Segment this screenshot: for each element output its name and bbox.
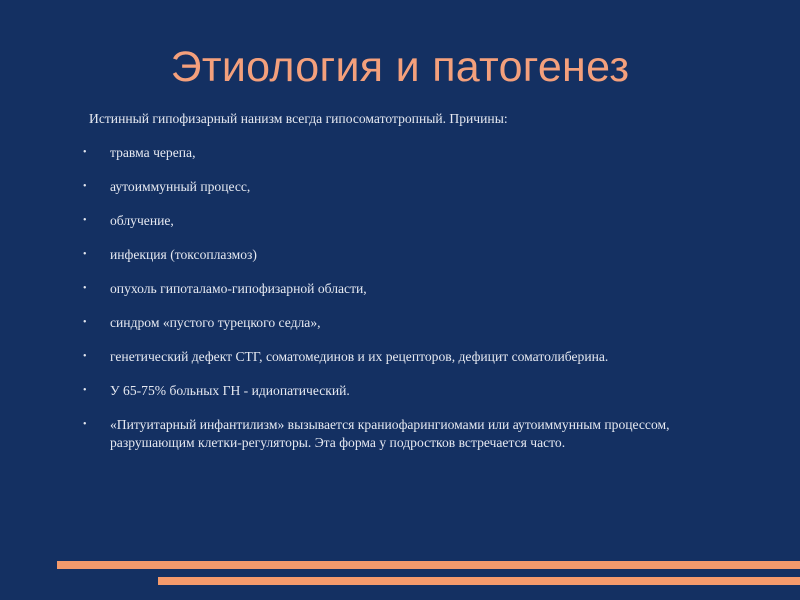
bullet-text: опухоль гипоталамо-гипофизарной области,	[110, 281, 367, 296]
bullet-dot-icon: •	[83, 249, 87, 260]
bullet-dot-icon: •	[83, 215, 87, 226]
bullet-dot-icon: •	[83, 147, 87, 158]
bullet-item-autoimmune	[0, 178, 750, 196]
bullet-list	[0, 144, 750, 468]
bullet-item-radiation	[0, 212, 750, 230]
bullet-dot-icon: •	[83, 419, 87, 430]
bullet-dot-icon: •	[83, 351, 87, 362]
bullet-text: облучение,	[110, 213, 174, 228]
bullet-dot-icon: •	[83, 283, 87, 294]
decorative-bar-short	[158, 577, 800, 585]
bullet-text: «Питуитарный инфантилизм» вызывается краниофарингиомами или аутоиммунным процессом, разрушающим клетки-регуляторы. Эта форма у подростков встречается часто.	[110, 417, 670, 450]
bullet-dot-icon: •	[83, 317, 87, 328]
bullet-text: травма черепа,	[110, 145, 196, 160]
bullet-dot-icon: •	[83, 181, 87, 192]
intro-text: Истинный гипофизарный нанизм всегда гипосоматотропный. Причины:	[89, 111, 508, 126]
bullet-item-genetic-defect	[0, 348, 750, 366]
bullet-text: инфекция (токсоплазмоз)	[110, 247, 257, 262]
bullet-item-head-trauma	[0, 144, 750, 162]
bullet-text: аутоиммунный процесс,	[110, 179, 251, 194]
bullet-text: генетический дефект СТГ, соматомединов и их рецепторов, дефицит соматолиберина.	[110, 349, 609, 364]
slide-title: Этиология и патогенез	[170, 43, 630, 91]
bullet-text: синдром «пустого турецкого седла»,	[110, 315, 321, 330]
bullet-item-empty-sella	[0, 314, 750, 332]
bullet-item-pituitary-infantilism	[0, 416, 750, 452]
bullet-item-tumor	[0, 280, 750, 298]
bullet-item-idiopathic	[0, 382, 750, 400]
bullet-text: У 65-75% больных ГН - идиопатический.	[110, 383, 350, 398]
decorative-bar-long	[57, 561, 800, 569]
bullet-item-infection	[0, 246, 750, 264]
bullet-dot-icon: •	[83, 385, 87, 396]
